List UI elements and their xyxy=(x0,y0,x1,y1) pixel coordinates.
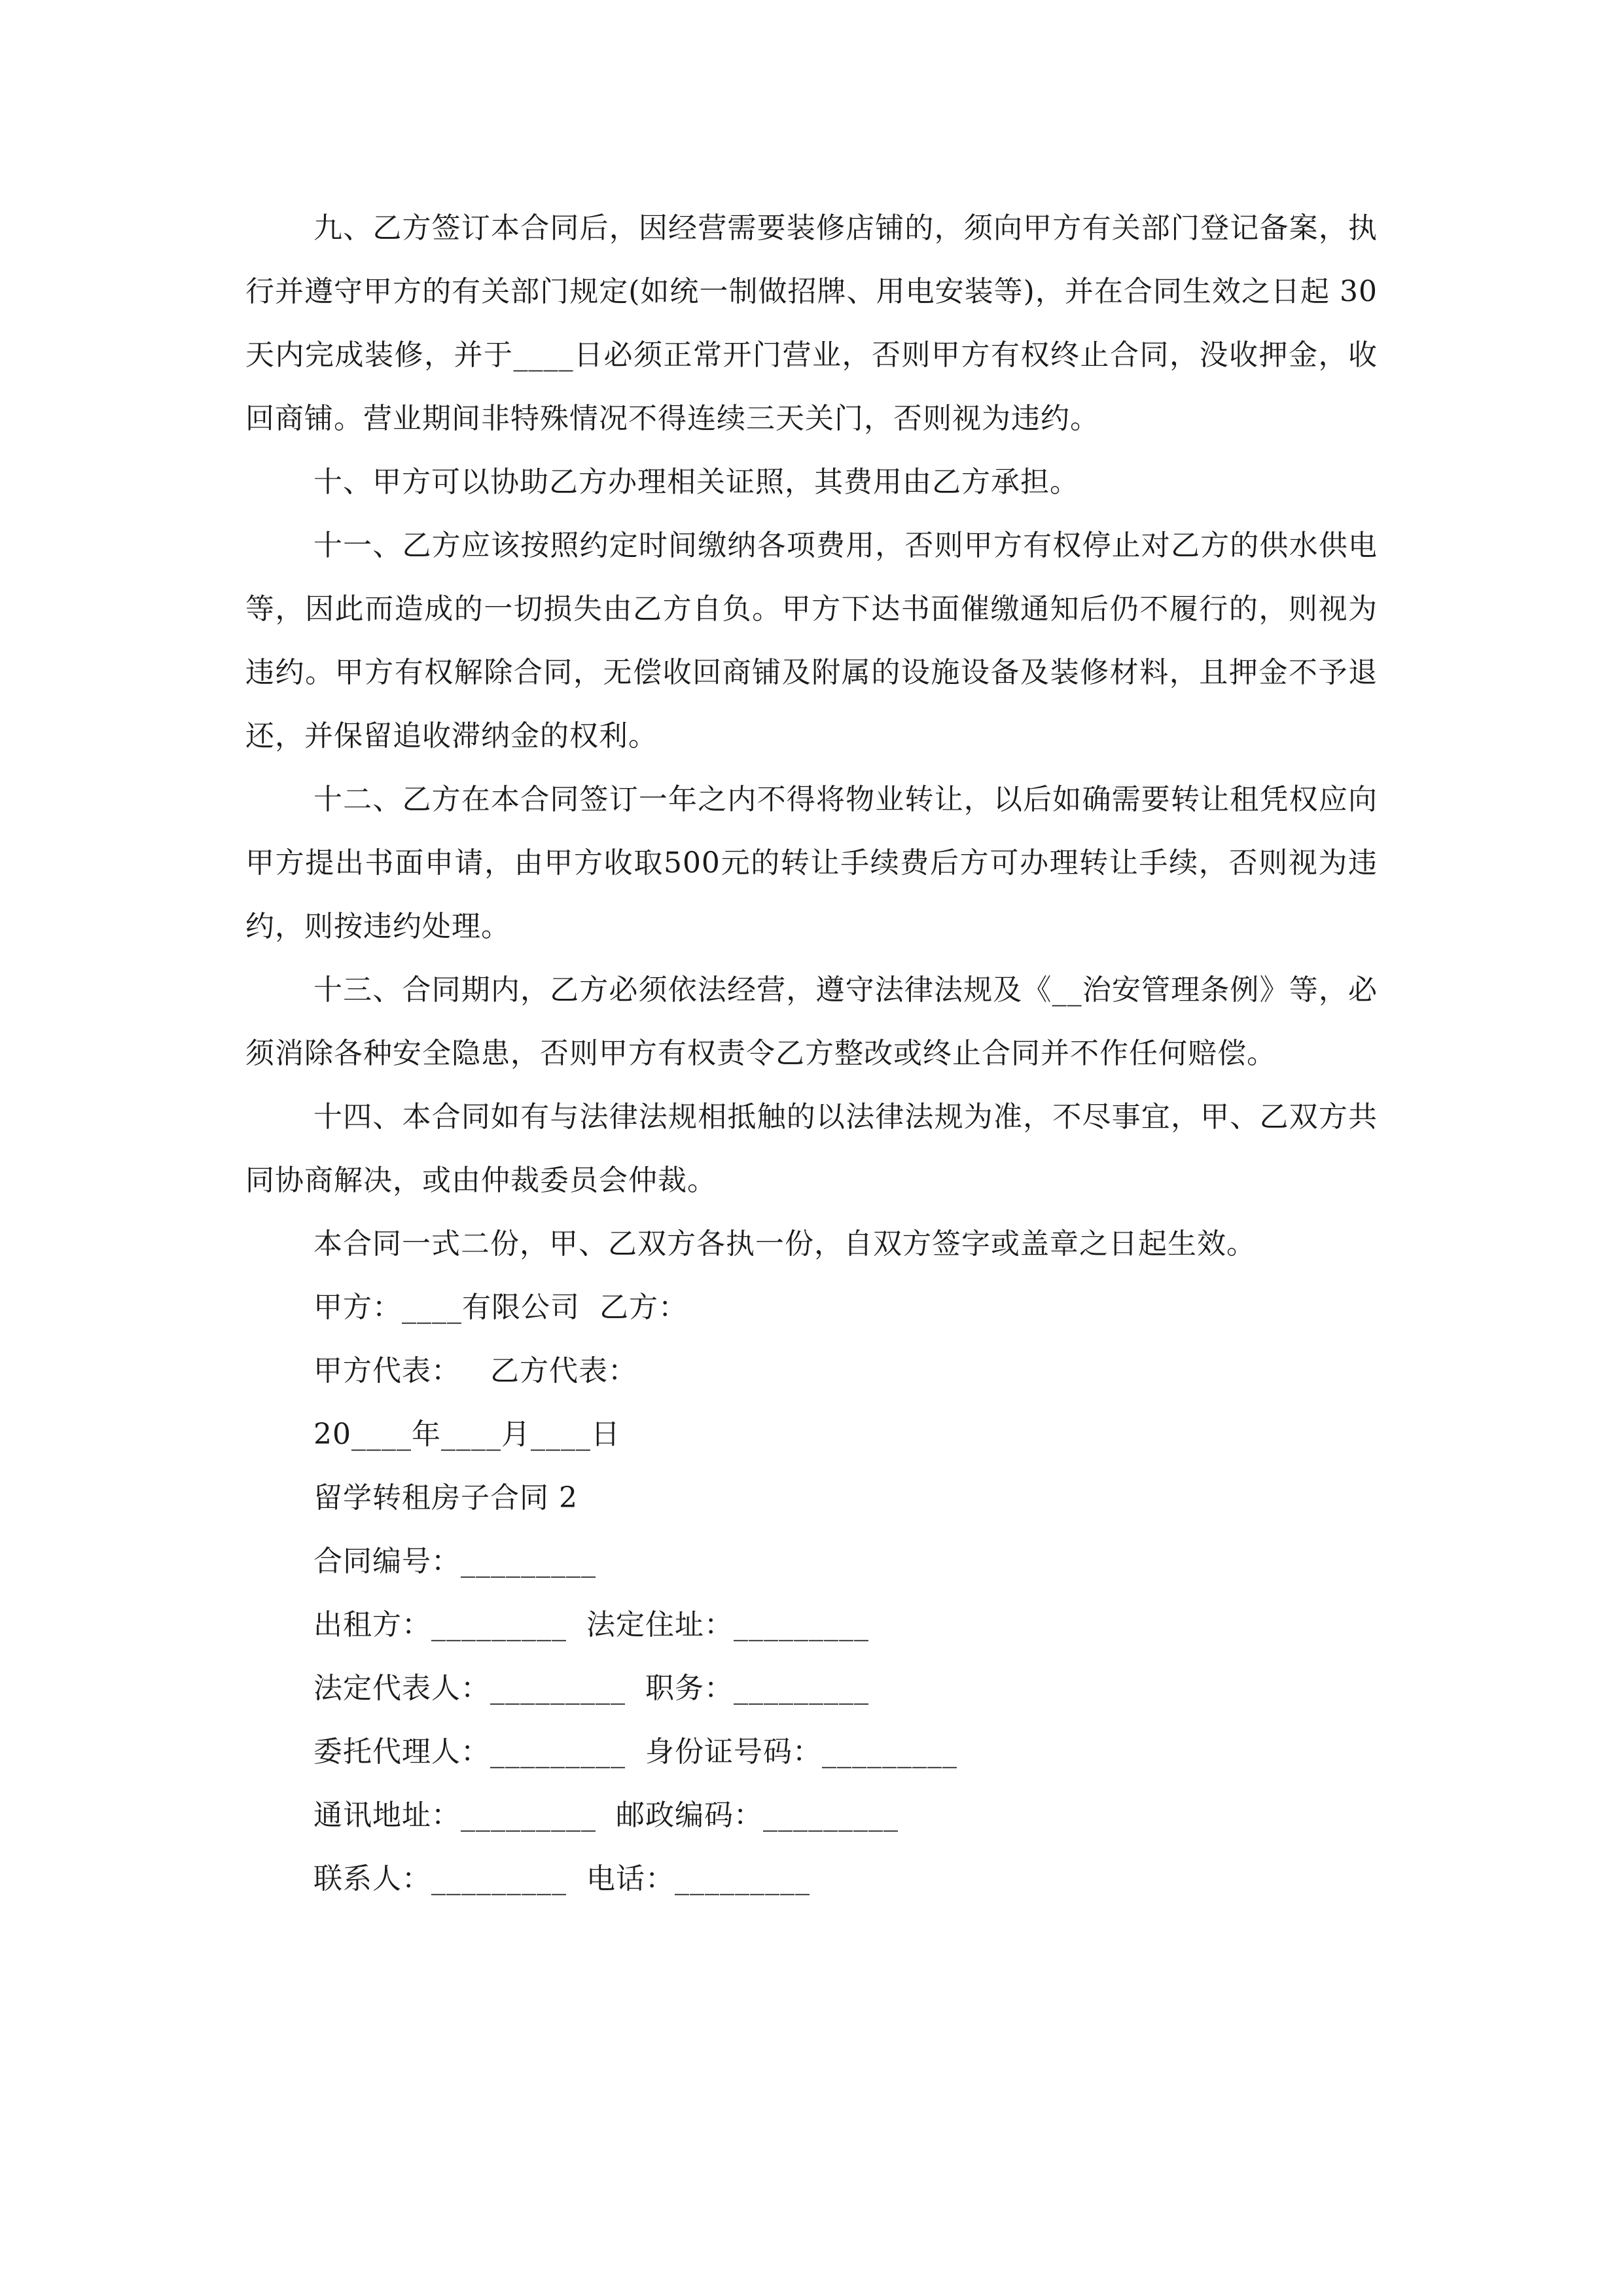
copies-statement: 本合同一式二份，甲、乙双方各执一份，自双方签字或盖章之日起生效。 xyxy=(313,1227,1256,1261)
contract-2-title: 留学转租房子合同 2 xyxy=(313,1481,578,1515)
legal-rep-line: 法定代表人：_________ 职务：_________ xyxy=(313,1672,869,1705)
address-line: 通讯地址：_________ 邮政编码：_________ xyxy=(313,1799,899,1832)
date-line: 20____年____月____日 xyxy=(313,1418,620,1451)
clause-11: 十一、乙方应该按照约定时间缴纳各项费用，否则甲方有权停止对乙方的供水供电等，因此而造成的一切损失由乙方自负。甲方下达书面催缴通知后仍不履行的，则视为违约。甲方有权解除合同，无偿收回商铺及附属的设施设备及装修材料，且押金不予退还，并保留追收滞纳金的权利。 xyxy=(245,529,1378,753)
clause-10: 十、甲方可以协助乙方办理相关证照，其费用由乙方承担。 xyxy=(313,465,1079,499)
lessor-line: 出租方：_________ 法定住址：_________ xyxy=(313,1608,869,1641)
contact-line: 联系人：_________ 电话：_________ xyxy=(313,1862,810,1895)
agent-line: 委托代理人：_________ 身份证号码：_________ xyxy=(313,1735,957,1768)
clause-13: 十三、合同期内，乙方必须依法经营，遵守法律法规及《__治安管理条例》等，必须消除各种安全隐患，否则甲方有权责令乙方整改或终止合同并不作任何赔偿。 xyxy=(245,973,1378,1070)
clause-14: 十四、本合同如有与法律法规相抵触的以法律法规为准，不尽事宜，甲、乙双方共同协商解决，或由仲裁委员会仲裁。 xyxy=(245,1100,1378,1197)
document-body xyxy=(245,196,1378,1910)
contract-number-line: 合同编号：_________ xyxy=(313,1545,596,1578)
party-names-line: 甲方：____有限公司 乙方： xyxy=(313,1291,688,1324)
representatives-line: 甲方代表： 乙方代表： xyxy=(313,1354,637,1388)
clause-9: 九、乙方签订本合同后，因经营需要装修店铺的，须向甲方有关部门登记备案，执行并遵守甲方的有关部门规定(如统一制做招牌、用电安装等)，并在合同生效之日起 30 天内完成装修，并于____日必须正常开门营业，否则甲方有权终止合同，没收押金，收回商铺。营业期间非特殊情况不得连续三天关门，否则视为违约。 xyxy=(245,211,1378,435)
clause-12: 十二、乙方在本合同签订一年之内不得将物业转让，以后如确需要转让租凭权应向甲方提出书面申请，由甲方收取500元的转让手续费后方可办理转让手续，否则视为违约，则按违约处理。 xyxy=(245,783,1378,943)
